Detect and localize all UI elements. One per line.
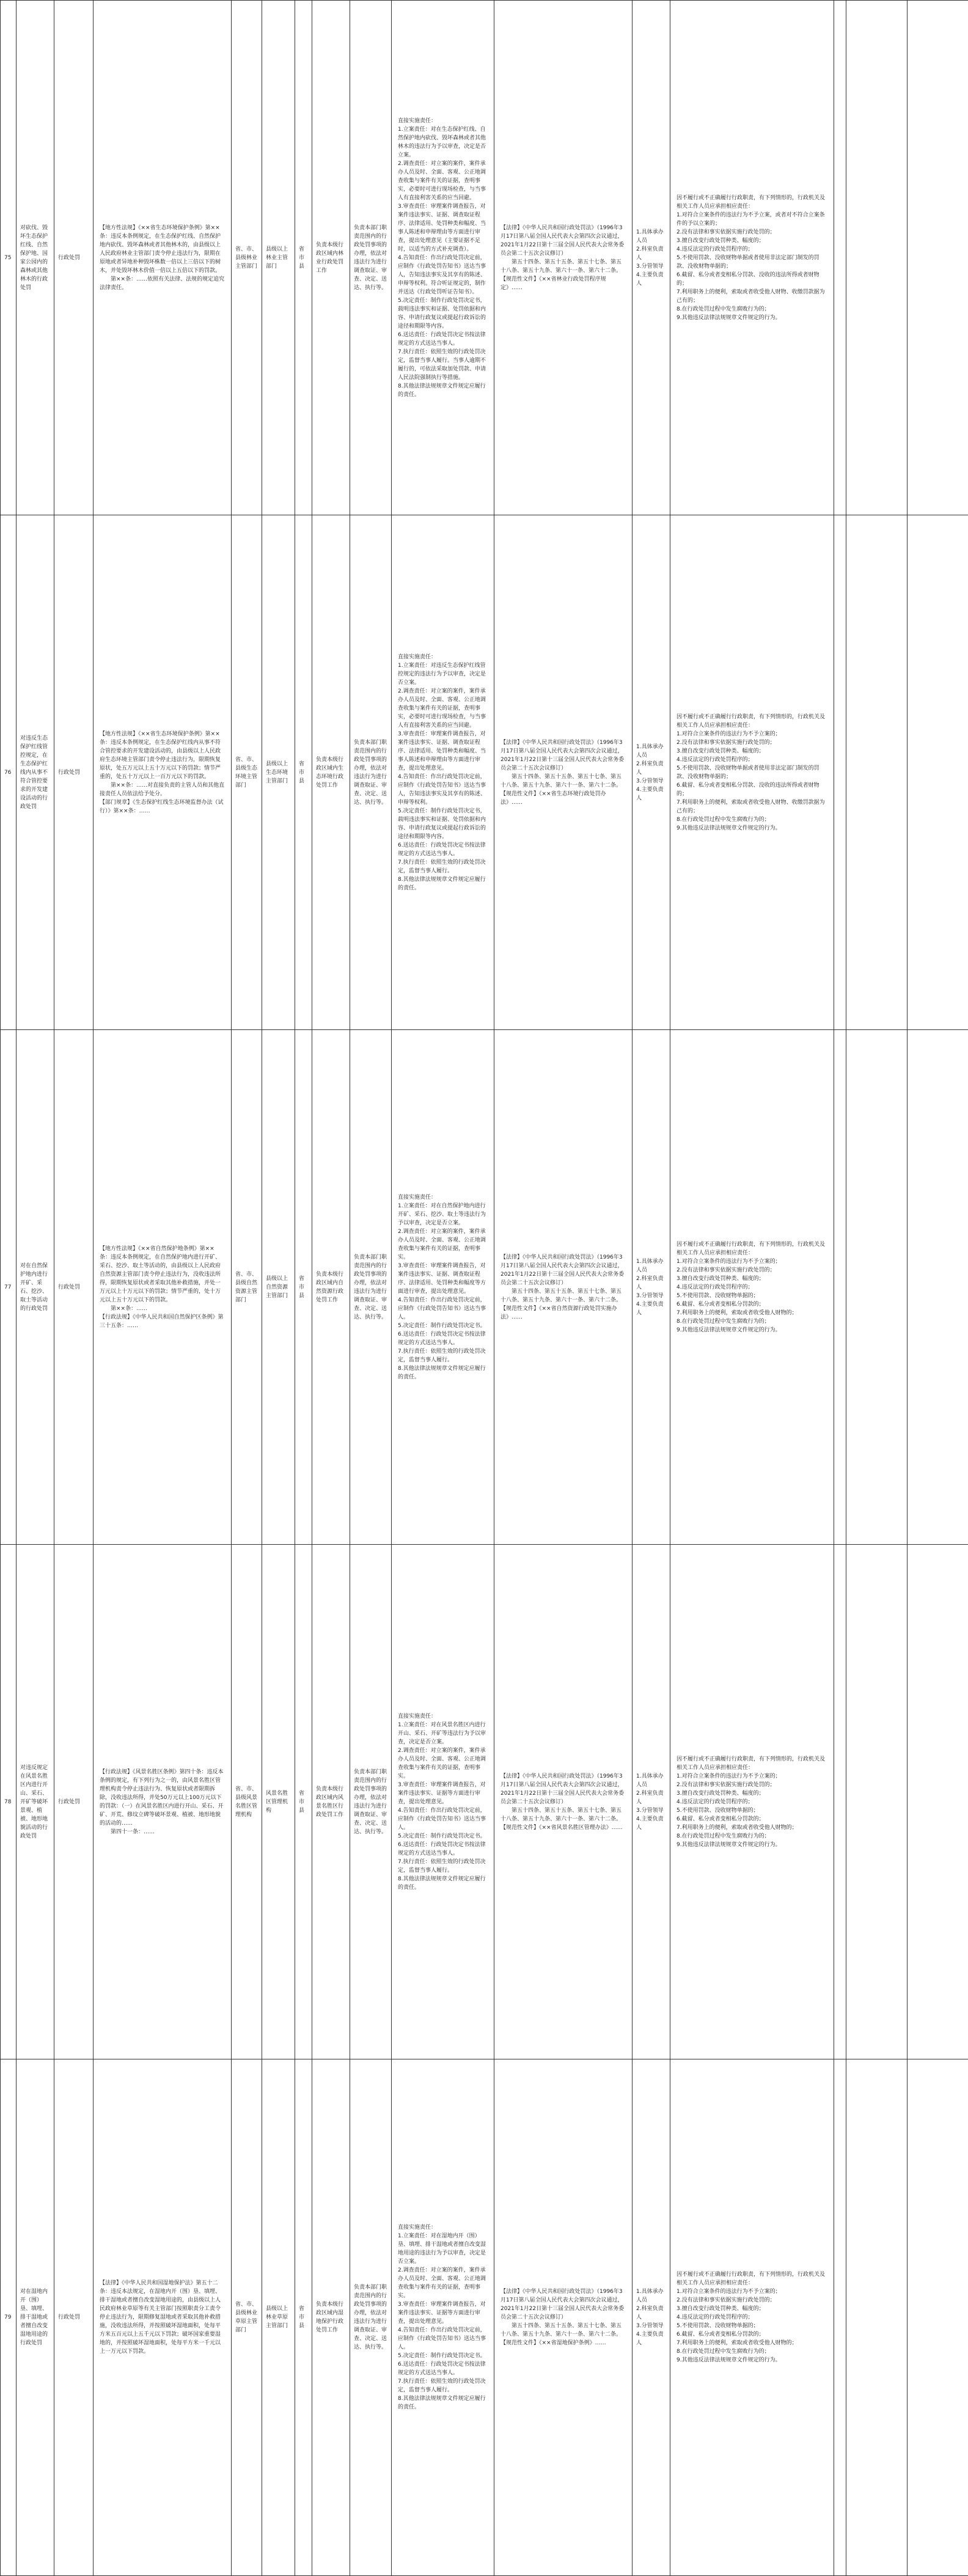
blank-cell <box>846 2059 908 2576</box>
subject-cell: 省、市、县级林业主管部门 <box>232 1 262 515</box>
dept-cell: 1.具体承办人员 2.科室负责人 3.分管领导 4.主要负责人 <box>632 2059 670 2576</box>
procedure-cell: 直接实施责任： 1.立案责任：对在自然保护地内进行开矿、采石、挖沙、取土等违法行为予以审查，决定是否立案。 2.调查责任：对立案的案件，案件承办人员及时、全面、客观、公正地调查收集与案件有关的证据，查明事实。 3.审查责任：审理案件调查报告，对案件违法事实、证据、调查取证程序、法律适用、处罚种类和幅度等方面进行审查，提出处理意见。 4.告知责任：作出行政处罚决定前，应制作《行政处罚告知书》送达当事人。 5.决定责任：制作行政处罚决定书。 6.送达责任：行政处罚决定书按法律规定的方式送达当事人。 7.执行责任：依照生效的行政处罚决定，监督当事人履行。 8.其他法律法规规章文件规定应履行的责任。 <box>392 1030 494 1545</box>
dept-cell: 1.具体承办人员 2.科室负责人 3.分管领导 4.主要负责人 <box>632 1030 670 1545</box>
responsibility-detail-cell: 负责本级行政区域内林业行政处罚工作 <box>312 1 350 515</box>
table-row <box>1 1 968 515</box>
dept-cell: 1.具体承办人员 2.科室负责人 3.分管领导 4.主要负责人 <box>632 1545 670 2059</box>
dept-cell: 1.具体承办人员 2.科室负责人 3.分管领导 4.主要负责人 <box>632 515 670 1030</box>
table-row <box>1 1030 968 1545</box>
subject-cell: 省、市、县级风景名胜区管理机构 <box>232 1545 262 2059</box>
blank-cell <box>908 515 968 1030</box>
item-type-cell: 行政处罚 <box>54 1545 94 2059</box>
procedure-cell: 直接实施责任： 1.立案责任：对在湿地内开（围）垦、填埋、排干湿地或者擅自改变湿地用途的违法行为予以审查，决定是否立案。 2.调查责任：对立案的案件，案件承办人员及时、全面、客观、公正地调查收集与案件有关的证据，查明事实。 3.审查责任：审理案件调查报告，对案件违法事实、证据等方面进行审查，提出处理意见。 4.告知责任：作出行政处罚决定前，应制作《行政处罚告知书》送达当事人。 5.决定责任：制作行政处罚决定书。 6.送达责任：行政处罚决定书按法律规定的方式送达当事人。 7.执行责任：依照生效的行政处罚决定，监督当事人履行。 8.其他法律法规规章文件规定应履行的责任。 <box>392 2059 494 2576</box>
responsibility-detail-cell: 负责本级行政区域内风景名胜区行政处罚工作 <box>312 1545 350 2059</box>
blank-cell <box>846 515 908 1030</box>
blank-cell <box>834 1030 846 1545</box>
org-cell: 县级以上生态环境主管部门 <box>262 515 295 1030</box>
table-row <box>1 2059 968 2576</box>
law-basis-cell: 【法律】《中华人民共和国行政处罚法》（1996年3月17日第八届全国人民代表大会第四次会议通过，2021年1月22日第十三届全国人民代表大会常务委员会第二十五次会议修订） 第五十四条、第五十五条、第五十七条、第五十八条、第五十九条、第六十一条、第六十二条。 【规范性文件】《××省生态环境行政处罚办法》…… <box>494 515 632 1030</box>
item-type-cell: 行政处罚 <box>54 2059 94 2576</box>
org-cell: 县级以上自然资源主管部门 <box>262 1030 295 1545</box>
level-cell: 省市县 <box>295 1030 312 1545</box>
accountability-cell: 因不履行或不正确履行行政职责，有下列情形的，行政机关及相关工作人员应承担相应责任： 1.对符合立案条件的违法行为不予立案的； 2.没有法律和事实依据实施行政处罚的； 3.擅自改变行政处罚种类、幅度的； 4.违反法定的行政处罚程序的； 5.不使用罚款、没收财物单据的； 6.截留、私分或者变相私分罚款的； 7.利用职务上的便利，索取或者收受他人财物的； 8.在行政处罚过程中发生腐败行为的； 9.其他违反法律法规规章文件规定的行为。 <box>670 2059 834 2576</box>
blank-cell <box>908 1545 968 2059</box>
flow-cell: 负责本部门职责范围内的行政处罚事项的办理，依法对违法行为进行调查取证、审查、决定、送达、执行等。 <box>350 1545 392 2059</box>
org-cell: 县级以上林业草原主管部门 <box>262 2059 295 2576</box>
blank-cell <box>908 2059 968 2576</box>
item-name-cell: 对违反规定在风景名胜区内进行开山、采石、开矿等破坏景观、植被、地形地貌活动的行政处罚 <box>16 1545 54 2059</box>
blank-cell <box>834 1545 846 2059</box>
level-cell: 省市县 <box>295 2059 312 2576</box>
flow-cell: 负责本部门职责范围内的行政处罚事项的办理，依法对违法行为进行调查取证、审查、决定、送达、执行等。 <box>350 1030 392 1545</box>
accountability-cell: 因不履行或不正确履行行政职责，有下列情形的，行政机关及相关工作人员应承担相应责任： 1.对符合立案条件的违法行为不予立案，或者对不符合立案条件的予以立案的； 2.没有法律和事实依据实施行政处罚的； 3.擅自改变行政处罚种类、幅度的； 4.违反法定的行政处罚程序的； 5.不使用罚款、没收财物单据或者使用非法定部门制发的罚款、没收财物单据的； 6.截留、私分或者变相私分罚款、没收的违法所得或者财物的； 7.利用职务上的便利，索取或者收受他人财物、收缴罚款据为己有的； 8.在行政处罚过程中发生腐败行为的； 9.其他违反法律法规规章文件规定的行为。 <box>670 1 834 515</box>
blank-cell <box>846 1030 908 1545</box>
item-name-cell: 对在自然保护地内进行开矿、采石、挖沙、取土等活动的行政处罚 <box>16 1030 54 1545</box>
table-row <box>1 515 968 1030</box>
law-basis-cell: 【法律】《中华人民共和国行政处罚法》（1996年3月17日第八届全国人民代表大会第四次会议通过，2021年1月22日第十三届全国人民代表大会常务委员会第二十五次会议修订） 第五十四条、第五十五条、第五十七条、第五十八条、第五十九条、第六十一条、第六十二条。 【规范性文件】《××省湿地保护条例》…… <box>494 2059 632 2576</box>
item-type-cell: 行政处罚 <box>54 1030 94 1545</box>
law-basis-cell: 【法律】《中华人民共和国行政处罚法》（1996年3月17日第八届全国人民代表大会第四次会议通过，2021年1月22日第十三届全国人民代表大会常务委员会第二十五次会议修订） 第五十四条、第五十五条、第五十七条、第五十八条、第五十九条、第六十一条、第六十二条。 【规范性文件】《××省林业行政处罚程序规定》…… <box>494 1 632 515</box>
accountability-cell: 因不履行或不正确履行行政职责，有下列情形的，行政机关及相关工作人员应承担相应责任： 1.对符合立案条件的违法行为不予立案的； 2.没有法律和事实依据实施行政处罚的； 3.擅自改变行政处罚种类、幅度的； 4.违反法定的行政处罚程序的； 5.不使用罚款、没收财物单据的； 6.截留、私分或者变相私分罚款的； 7.利用职务上的便利，索取或者收受他人财物的； 8.在行政处罚过程中发生腐败行为的； 9.其他违反法律法规规章文件规定的行为。 <box>670 1545 834 2059</box>
level-cell: 省市县 <box>295 1545 312 2059</box>
item-number-cell: 77 <box>1 1030 16 1545</box>
procedure-cell: 直接实施责任： 1.立案责任：对违反生态保护红线管控规定的违法行为予以审查，决定是否立案。 2.调查责任：对立案的案件，案件承办人员及时、全面、客观、公正地调查收集与案件有关的证据，查明事实，必要时可进行现场检查，与当事人有直接利害关系的应当回避。 3.审查责任：审理案件调查报告，对案件违法事实、证据、调查取证程序、法律适用、处罚种类和幅度、当事人陈述和申辩理由等方面进行审查，提出处理意见。 4.告知责任：作出行政处罚决定前，应制作《行政处罚告知书》送达当事人，告知违法事实及其享有的陈述、申辩等权利。 5.决定责任：制作行政处罚决定书，载明违法事实和证据、处罚依据和内容、申请行政复议或提起行政诉讼的途径和期限等内容。 6.送达责任：行政处罚决定书按法律规定的方式送达当事人。 7.执行责任：依照生效的行政处罚决定，监督当事人履行。 8.其他法律法规规章文件规定应履行的责任。 <box>392 515 494 1030</box>
flow-cell: 负责本部门职责范围内的行政处罚事项的办理，依法对违法行为进行调查取证、审查、决定、送达、执行等。 <box>350 515 392 1030</box>
legal-basis-cell: 【地方性法规】《××省生态环境保护条例》第××条：违反本条例规定，在生态保护红线内从事不符合管控要求的开发建设活动的，由县级以上人民政府生态环境主管部门责令停止违法行为，限期恢复原状，处五万元以上五十万元以下的罚款；情节严重的，处五十万元以上一百万元以下的罚款。 第××条：……对直接负责的主管人员和其他直接责任人员依法给予处分。 【部门规章】《生态保护红线生态环境监督办法（试行）》第××条：…… <box>94 515 232 1030</box>
responsibility-detail-cell: 负责本级行政区域内湿地保护行政处罚工作 <box>312 2059 350 2576</box>
org-cell: 风景名胜区管理机构 <box>262 1545 295 2059</box>
law-basis-cell: 【法律】《中华人民共和国行政处罚法》（1996年3月17日第八届全国人民代表大会第四次会议通过，2021年1月22日第十三届全国人民代表大会常务委员会第二十五次会议修订） 第五十四条、第五十五条、第五十七条、第五十八条、第五十九条、第六十一条、第六十二条。 【规范性文件】《××省风景名胜区管理办法》…… <box>494 1545 632 2059</box>
item-type-cell: 行政处罚 <box>54 1 94 515</box>
org-cell: 县级以上林业主管部门 <box>262 1 295 515</box>
level-cell: 省市县 <box>295 1 312 515</box>
legal-basis-cell: 【行政法规】《风景名胜区条例》第四十条：违反本条例的规定，有下列行为之一的，由风景名胜区管理机构责令停止违法行为、恢复原状或者限期拆除，没收违法所得，并处50万元以上100万元以下的罚款：（一）在风景名胜区内进行开山、采石、开矿、开荒、修坟立碑等破坏景观、植被、地形地貌的活动的…… 第四十一条：…… <box>94 1545 232 2059</box>
dept-cell: 1.具体承办人员 2.科室负责人 3.分管领导 4.主要负责人 <box>632 1 670 515</box>
item-number-cell: 79 <box>1 2059 16 2576</box>
accountability-cell: 因不履行或不正确履行行政职责，有下列情形的，行政机关及相关工作人员应承担相应责任： 1.对符合立案条件的违法行为不予立案的； 2.没有法律和事实依据实施行政处罚的； 3.擅自改变行政处罚种类、幅度的； 4.违反法定的行政处罚程序的； 5.不使用罚款、没收财物单据或者使用非法定部门制发的罚款、没收财物单据的； 6.截留、私分或者变相私分罚款、没收的违法所得或者财物的； 7.利用职务上的便利，索取或者收受他人财物、收缴罚款据为己有的； 8.在行政处罚过程中发生腐败行为的； 9.其他违反法律法规规章文件规定的行为。 <box>670 515 834 1030</box>
level-cell: 省市县 <box>295 515 312 1030</box>
subject-cell: 省、市、县级生态环境主管部门 <box>232 515 262 1030</box>
blank-cell <box>846 1 908 515</box>
blank-cell <box>846 1545 908 2059</box>
table-row <box>1 1545 968 2059</box>
subject-cell: 省、市、县级自然资源主管部门 <box>232 1030 262 1545</box>
item-name-cell: 对在湿地内开（围）垦、填埋、排干湿地或者擅自改变湿地用途的行政处罚 <box>16 2059 54 2576</box>
subject-cell: 省、市、县级林业草原主管部门 <box>232 2059 262 2576</box>
item-number-cell: 78 <box>1 1545 16 2059</box>
blank-cell <box>908 1030 968 1545</box>
procedure-cell: 直接实施责任： 1.立案责任：对在风景名胜区内进行开山、采石、开矿等违法行为予以审查，决定是否立案。 2.调查责任：对立案的案件，案件承办人员及时、全面、客观、公正地调查收集与案件有关的证据，查明事实。 3.审查责任：审理案件调查报告，对案件违法事实、证据等方面进行审查，提出处理意见。 4.告知责任：作出行政处罚决定前，应制作《行政处罚告知书》送达当事人。 5.决定责任：制作行政处罚决定书。 6.送达责任：行政处罚决定书按法律规定的方式送达当事人。 7.执行责任：依照生效的行政处罚决定，监督当事人履行。 8.其他法律法规规章文件规定应履行的责任。 <box>392 1545 494 2059</box>
legal-basis-cell: 【法律】《中华人民共和国湿地保护法》第五十二条：违反本法规定，在湿地内开（围）垦、填埋、排干湿地或者擅自改变湿地用途的，由县级以上人民政府林业草原等有关主管部门按照职责分工责令停止违法行为，限期修复湿地或者采取其他补救措施，没收违法所得，并按照破坏湿地面积，处每平方米五百元以上五千元以下罚款；破坏国家重要湿地的，并按照破坏湿地面积，处每平方米一千元以上一万元以下罚款。 <box>94 2059 232 2576</box>
responsibility-detail-cell: 负责本级行政区域内自然资源行政处罚工作 <box>312 1030 350 1545</box>
item-number-cell: 75 <box>1 1 16 515</box>
blank-cell <box>834 515 846 1030</box>
legal-basis-cell: 【地方性法规】《××省生态环境保护条例》第××条：违反本条例规定，在生态保护红线、自然保护地内砍伐、毁坏森林或者其他林木的，由县级以上人民政府林业主管部门责令停止违法行为，限期在原地或者异地补种毁坏株数一倍以上三倍以下的树木，并处毁坏林木价值一倍以上五倍以下的罚款。 第××条：……依照有关法律、法规的规定追究法律责任。 <box>94 1 232 515</box>
item-type-cell: 行政处罚 <box>54 515 94 1030</box>
legal-basis-cell: 【地方性法规】《××省自然保护地条例》第××条：违反本条例规定，在自然保护地内进行开矿、采石、挖沙、取土等活动的，由县级以上人民政府自然资源主管部门责令停止违法行为，没收违法所得，限期恢复原状或者采取其他补救措施，并处一万元以上十万元以下的罚款；情节严重的，处十万元以上五十万元以下的罚款。 第××条：…… 【行政法规】《中华人民共和国自然保护区条例》第三十五条：…… <box>94 1030 232 1545</box>
blank-cell <box>908 1 968 515</box>
flow-cell: 负责本部门职责范围内的行政处罚事项的办理，依法对违法行为进行调查取证、审查、决定、送达、执行等。 <box>350 1 392 515</box>
accountability-cell: 因不履行或不正确履行行政职责，有下列情形的，行政机关及相关工作人员应承担相应责任： 1.对符合立案条件的违法行为不予立案的； 2.没有法律和事实依据实施行政处罚的； 3.擅自改变行政处罚种类、幅度的； 4.违反法定的行政处罚程序的； 5.不使用罚款、没收财物单据的； 6.截留、私分或者变相私分罚款的； 7.利用职务上的便利，索取或者收受他人财物的； 8.在行政处罚过程中发生腐败行为的； 9.其他违反法律法规规章文件规定的行为。 <box>670 1030 834 1545</box>
flow-cell: 负责本部门职责范围内的行政处罚事项的办理，依法对违法行为进行调查取证、审查、决定、送达、执行等。 <box>350 2059 392 2576</box>
item-name-cell: 对砍伐、毁坏生态保护红线、自然保护地、国家公园内的森林或其他林木的行政处罚 <box>16 1 54 515</box>
responsibility-detail-cell: 负责本级行政区域内生态环境行政处罚工作 <box>312 515 350 1030</box>
item-name-cell: 对违反生态保护红线管控规定，在生态保护红线内从事不符合管控要求的开发建设活动的行政处罚 <box>16 515 54 1030</box>
blank-cell <box>834 2059 846 2576</box>
procedure-cell: 直接实施责任： 1.立案责任：对在生态保护红线、自然保护地内砍伐、毁坏森林或者其他林木的违法行为予以审查，决定是否立案。 2.调查责任：对立案的案件，案件承办人员及时、全面、客观、公正地调查收集与案件有关的证据，查明事实，必要时可进行现场检查，与当事人有直接利害关系的应当回避。 3.审查责任：审理案件调查报告，对案件违法事实、证据、调查取证程序、法律适用、处罚种类和幅度、当事人陈述和申辩理由等方面进行审查，提出处理意见（主要证据不足时，以适当的方式补充调查）。 4.告知责任：作出行政处罚决定前，应制作《行政处罚告知书》送达当事人，告知违法事实及其享有的陈述、申辩等权利。符合听证规定的，制作并送达《行政处罚听证告知书》。 5.决定责任：制作行政处罚决定书，载明违法事实和证据、处罚依据和内容、申请行政复议或提起行政诉讼的途径和期限等内容。 6.送达责任：行政处罚决定书按法律规定的方式送达当事人。 7.执行责任：依照生效的行政处罚决定，监督当事人履行。当事人逾期不履行的，可依法采取加处罚款、申请人民法院强制执行等措施。 8.其他法律法规规章文件规定应履行的责任。 <box>392 1 494 515</box>
item-number-cell: 76 <box>1 515 16 1030</box>
law-basis-cell: 【法律】《中华人民共和国行政处罚法》（1996年3月17日第八届全国人民代表大会第四次会议通过，2021年1月22日第十三届全国人民代表大会常务委员会第二十五次会议修订） 第五十四条、第五十五条、第五十七条、第五十八条、第五十九条、第六十一条、第六十二条。 【规范性文件】《××省自然资源行政处罚实施办法》…… <box>494 1030 632 1545</box>
blank-cell <box>834 1 846 515</box>
